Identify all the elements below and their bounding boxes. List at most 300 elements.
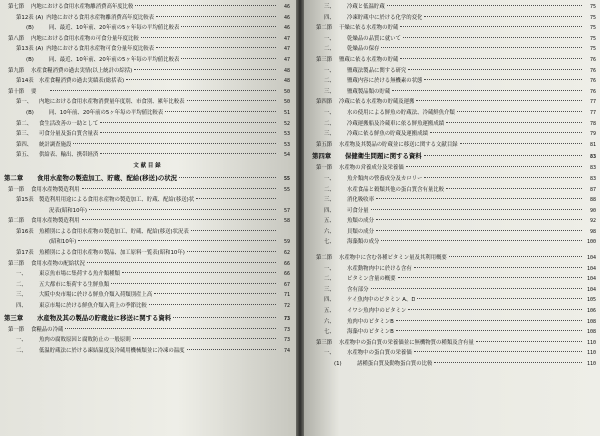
toc-page-number: 47 — [283, 35, 290, 42]
right-toc-list — [312, 2, 596, 370]
toc-entry-title: 水の使用による鮮魚の貯蔵法、冷蔵鮮魚介類 — [347, 109, 455, 116]
toc-entry — [312, 140, 596, 151]
toc-dot-leader — [187, 349, 276, 350]
toc-entry — [4, 227, 290, 238]
toc-entry — [312, 359, 596, 370]
toc-entry — [312, 216, 596, 227]
toc-page-number: 92 — [589, 218, 596, 225]
toc-entry — [4, 2, 290, 13]
toc-page-number: 77 — [589, 109, 596, 116]
toc-entry-label: 四、 — [16, 303, 27, 310]
toc-dot-leader — [398, 277, 582, 278]
toc-page-number: 108 — [586, 318, 596, 325]
toc-entry-label: 一、 — [324, 109, 335, 116]
toc-page-number: 110 — [586, 350, 596, 357]
toc-entry — [4, 97, 290, 108]
toc-page-number: 46 — [283, 14, 290, 21]
toc-page-number: 72 — [283, 303, 290, 310]
toc-chapter-title: 水産物及其の製品の貯蔵並に移送に関する資料 — [37, 313, 172, 322]
toc-page-number: 54 — [283, 152, 290, 159]
toc-dot-leader — [460, 143, 582, 144]
toc-entry-label: 二、 — [324, 46, 335, 53]
toc-page-number: 83 — [589, 175, 596, 182]
toc-entry-label: 二、 — [324, 78, 335, 85]
toc-entry-label: 一、 — [16, 271, 27, 278]
toc-dot-leader — [111, 283, 276, 284]
toc-entry-label: 一、 — [324, 265, 335, 272]
left-toc-list — [4, 2, 290, 356]
toc-page-number: 66 — [283, 260, 290, 267]
toc-entry-title: 内地における食用水産物可食分量年度比較表 — [46, 46, 155, 53]
toc-page-number: 50 — [283, 88, 290, 95]
toc-entry-label: 第15表 — [16, 197, 34, 204]
toc-entry-title: 内地における食用水産物離消費高年度比較表 — [46, 14, 155, 21]
toc-entry-label: 第二節 — [316, 255, 333, 262]
toc-entry-label: 第三節 — [316, 339, 333, 346]
toc-entry — [4, 129, 290, 140]
toc-chapter-entry — [4, 312, 290, 325]
toc-entry-title: 貝類の成分 — [347, 228, 374, 235]
toc-page-number: 83 — [589, 165, 596, 172]
toc-entry-title: (昭和10年) — [49, 239, 77, 246]
toc-dot-leader — [408, 309, 582, 310]
toc-dot-leader — [381, 240, 582, 241]
toc-dot-leader — [400, 58, 582, 59]
toc-entry-label: 三、 — [16, 292, 27, 299]
toc-entry-label: 一、 — [324, 67, 335, 74]
toc-dot-leader — [187, 100, 276, 101]
toc-entry — [312, 163, 596, 174]
toc-entry-title: 干燥に依る水産物の貯蔵 — [339, 25, 399, 32]
toc-dot-leader — [414, 267, 582, 268]
toc-page-number: 48 — [283, 78, 290, 85]
toc-entry-label: 一、 — [324, 175, 335, 182]
toc-entry — [312, 185, 596, 196]
toc-page-number: 83 — [589, 154, 596, 161]
toc-entry-label: 第五、 — [16, 152, 33, 159]
toc-entry-label: 第九節 — [8, 67, 25, 74]
toc-page-number: 110 — [586, 339, 596, 346]
toc-entry-title: 要 — [31, 88, 49, 95]
toc-entry — [4, 87, 290, 98]
toc-entry-title: 同、最近、10年前、20年前の5ヶ年毎の平均値比較表 — [49, 25, 180, 32]
toc-heading-text: 文 献 目 録 — [133, 162, 161, 169]
toc-dot-leader — [181, 58, 276, 59]
toc-dot-leader — [82, 219, 276, 220]
toc-dot-leader — [446, 188, 582, 189]
toc-page-number: 59 — [283, 239, 290, 246]
toc-page-number: 79 — [589, 131, 596, 138]
right-page — [304, 0, 600, 436]
toc-page-number: 87 — [589, 186, 596, 193]
toc-page-number: 58 — [283, 218, 290, 225]
book-gutter — [296, 0, 304, 436]
toc-page-number: 73 — [283, 337, 290, 344]
toc-page-number: 46 — [283, 4, 290, 10]
toc-entry — [312, 264, 596, 275]
toc-page-number: 76 — [589, 78, 596, 85]
toc-entry-label: 三、 — [324, 131, 335, 138]
toc-entry — [312, 338, 596, 349]
toc-entry-title: 冷凍貯蔵中に於ける化学的変化 — [347, 14, 423, 21]
toc-page-number: 55 — [283, 175, 290, 182]
toc-chapter-entry — [312, 150, 596, 163]
toc-dot-leader — [406, 166, 582, 167]
toc-entry-title: 内地における食用水産物の可食分量年度比較 — [31, 35, 139, 42]
toc-entry — [312, 306, 596, 317]
toc-page-number: 76 — [589, 56, 596, 63]
toc-entry-title: 水産物中の蛋白質の栄養価 — [347, 350, 412, 357]
toc-dot-leader — [396, 330, 582, 331]
toc-entry-title: 冷蔵運搬船及冷蔵車に依る鮮魚運搬成績 — [347, 120, 445, 127]
toc-entry-label: 二、 — [324, 276, 335, 283]
toc-entry-label: 四、 — [324, 297, 335, 304]
toc-dot-leader — [408, 69, 582, 70]
toc-entry — [312, 174, 596, 185]
toc-page-number: 78 — [589, 120, 596, 127]
toc-entry — [4, 55, 290, 66]
toc-entry — [312, 327, 596, 338]
toc-entry-title: 水産動物肉中に於ける含有 — [347, 265, 412, 272]
toc-entry-label: 三、 — [324, 88, 335, 95]
toc-page-number: 104 — [586, 286, 596, 293]
toc-entry-title: 可食分量 — [347, 207, 369, 214]
toc-page-number: 66 — [283, 271, 290, 278]
toc-entry — [4, 34, 290, 45]
toc-dot-leader — [156, 47, 276, 48]
toc-entry-title: 鹽蔵に依る水産物の貯蔵 — [339, 56, 399, 63]
toc-dot-leader — [149, 304, 276, 305]
toc-entry-label: 第二節 — [316, 25, 333, 32]
toc-entry — [4, 150, 290, 161]
toc-page-number: 88 — [589, 197, 596, 204]
toc-dot-leader — [134, 69, 276, 70]
toc-dot-leader — [87, 262, 276, 263]
toc-entry-label: 二、 — [16, 281, 27, 288]
toc-entry-label: 第二節 — [8, 218, 25, 225]
toc-entry-label: 三、 — [324, 197, 335, 204]
toc-entry — [312, 55, 596, 66]
toc-entry-label: (B) — [26, 56, 34, 63]
toc-entry-title: 東京魚市場に集荷する魚介類種類 — [39, 271, 120, 278]
toc-dot-leader — [73, 143, 276, 144]
toc-entry-label: 第14表 — [16, 78, 34, 85]
toc-dot-leader — [165, 111, 276, 112]
toc-dot-leader — [187, 251, 276, 252]
toc-entry-label: 第三、 — [16, 131, 33, 138]
toc-page-number: 71 — [283, 292, 290, 299]
toc-entry-title: ケイ魚肉中のビタミン A、D — [347, 297, 416, 304]
toc-entry — [4, 206, 290, 217]
toc-dot-leader — [89, 209, 276, 210]
toc-dot-leader — [181, 26, 276, 27]
toc-page-number: 47 — [283, 46, 290, 53]
toc-entry — [312, 108, 596, 119]
toc-dot-leader — [78, 240, 276, 241]
toc-dot-leader — [122, 272, 276, 273]
toc-dot-leader — [156, 16, 276, 17]
toc-entry-label: 二、 — [324, 120, 335, 127]
toc-entry-title: 乾燥品の保存 — [347, 46, 380, 53]
toc-dot-leader — [100, 132, 276, 133]
toc-entry-title: ビタミン含量の概要 — [347, 276, 396, 283]
toc-entry — [4, 237, 290, 248]
toc-page-number: 108 — [586, 329, 596, 336]
toc-chapter-title: 食用水産物の製造加工、貯蔵、配給(移送)の状況 — [37, 173, 178, 182]
toc-entry — [312, 274, 596, 285]
toc-entry — [4, 119, 290, 130]
toc-page-number: 51 — [283, 109, 290, 116]
toc-entry — [312, 76, 596, 87]
toc-entry — [312, 195, 596, 206]
toc-entry-label: 五、 — [324, 308, 335, 315]
toc-dot-leader — [387, 5, 582, 6]
toc-entry-title: 東京市場に於ける鮮魚介類入荷上の季節比較 — [39, 303, 147, 310]
toc-page-number: 47 — [283, 56, 290, 63]
toc-entry — [312, 237, 596, 248]
toc-entry-title: 諸種蛋白質及動物蛋白質の比較 — [357, 361, 433, 367]
toc-entry-label: 五、 — [324, 218, 335, 225]
toc-dot-leader — [65, 328, 276, 329]
toc-entry — [312, 44, 596, 55]
toc-entry-title: 況表(昭和10年) — [49, 207, 88, 214]
toc-entry-label: 第十節 — [8, 88, 25, 95]
toc-entry-title: 可食分量及蛋白質含量表 — [39, 131, 99, 138]
toc-chapter-title: 保健衛生問題に関する資料 — [345, 152, 422, 161]
left-page — [0, 0, 296, 436]
toc-page-number: 106 — [586, 308, 596, 315]
toc-entry — [312, 34, 596, 45]
toc-entry-label: 第八節 — [8, 35, 25, 42]
toc-entry-title: 魚類の成分 — [347, 218, 374, 225]
toc-entry-label: 一、 — [16, 337, 27, 344]
toc-entry-title: 海藻類の成分 — [347, 239, 380, 246]
toc-dot-leader — [414, 351, 582, 352]
toc-entry-label: 二、 — [16, 347, 27, 354]
toc-entry-title: イワシ魚肉中のビタミン — [347, 308, 407, 315]
toc-entry-title: 鹽蔵製品類の貯蔵 — [347, 88, 391, 95]
toc-entry — [312, 295, 596, 306]
toc-dot-leader — [424, 79, 582, 80]
toc-entry — [312, 129, 596, 140]
toc-dot-leader — [430, 132, 582, 133]
toc-entry — [312, 253, 596, 264]
toc-entry — [4, 280, 290, 291]
toc-entry-label: 四、 — [324, 14, 335, 21]
toc-entry-title: 食用水産物の配給状況 — [31, 260, 85, 267]
toc-dot-leader — [376, 198, 582, 199]
toc-entry — [4, 23, 290, 34]
toc-section-heading — [4, 161, 290, 172]
toc-dot-leader — [100, 153, 276, 154]
toc-entry-title: 消化吸收率 — [347, 197, 374, 204]
toc-entry-label: 第三節 — [316, 56, 333, 63]
toc-entry-title: 水産食糧消費の過去実績表(総括表) — [39, 78, 125, 85]
toc-entry-label: 第16表 — [16, 228, 34, 235]
toc-entry-title: 五大都市に集荷する生鮮魚類 — [39, 281, 110, 288]
toc-dot-leader — [100, 122, 276, 123]
toc-page-number: 77 — [589, 99, 596, 106]
toc-dot-leader — [133, 338, 276, 339]
toc-entry — [4, 216, 290, 227]
toc-entry-label: 六、 — [324, 318, 335, 325]
toc-entry-title: 冷蔵と低温貯蔵 — [347, 4, 385, 10]
toc-entry-title: 食糧品の冷蔵 — [31, 326, 64, 333]
toc-page-number: 74 — [283, 347, 290, 354]
toc-entry-label: 第五節 — [316, 141, 333, 148]
toc-dot-leader — [424, 177, 582, 178]
toc-dot-leader — [179, 177, 276, 178]
toc-dot-leader — [424, 16, 582, 17]
toc-entry-label: 一、 — [324, 350, 335, 357]
toc-entry-label: 三、 — [324, 286, 335, 293]
toc-entry — [312, 97, 596, 108]
toc-page-number: 48 — [283, 67, 290, 74]
toc-entry-label: 七、 — [324, 239, 335, 246]
toc-entry — [312, 13, 596, 24]
toc-page-number: 57 — [283, 207, 290, 214]
toc-entry-label: 第四節 — [316, 99, 333, 106]
toc-page-number: 52 — [283, 120, 290, 127]
toc-entry-label: (B) — [26, 109, 34, 116]
toc-entry-label: 第13表 (A) — [16, 46, 44, 53]
toc-entry — [4, 290, 290, 301]
toc-page-number: 76 — [589, 88, 596, 95]
toc-entry — [312, 119, 596, 130]
toc-entry — [312, 87, 596, 98]
toc-entry-title: 内地における食用水産物離消費高年度比較 — [31, 4, 134, 10]
toc-dot-leader — [416, 100, 582, 101]
toc-entry — [4, 335, 290, 346]
toc-entry-title: 魚肉中のビタミンB — [347, 318, 394, 325]
toc-page-number: 100 — [586, 239, 596, 246]
toc-entry-label: (1) — [334, 361, 342, 367]
toc-dot-leader — [424, 155, 582, 156]
toc-entry-label: 第17表 — [16, 250, 34, 257]
toc-page-number: 104 — [586, 276, 596, 283]
toc-entry-title: 冷蔵に依る水産物の貯蔵及運搬 — [339, 99, 415, 106]
toc-entry-title: 鹽蔵内容に於ける無機素の状態 — [347, 78, 423, 85]
toc-page-number: 75 — [589, 4, 596, 10]
toc-entry-title: 水産物中の蛋白質の栄養価並に無機物質の種類及含有量 — [339, 339, 474, 346]
toc-dot-leader — [417, 298, 582, 299]
toc-entry-label: 第一節 — [8, 326, 25, 333]
toc-entry — [4, 195, 290, 206]
toc-dot-leader — [135, 5, 276, 6]
toc-entry-title: 低温貯蔵法に於ける凍結温度及冷蔵用機械類並に冷凍の温度 — [39, 347, 185, 354]
toc-entry — [4, 66, 290, 77]
toc-entry — [312, 285, 596, 296]
toc-entry-title: 供給表、輸出、携帯経済 — [39, 152, 99, 159]
toc-entry — [4, 301, 290, 312]
toc-entry — [4, 76, 290, 87]
toc-page-number: 90 — [589, 207, 596, 214]
toc-entry-label: 第一節 — [316, 165, 333, 172]
toc-chapter-entry — [4, 172, 290, 185]
toc-page-number: 75 — [589, 35, 596, 42]
toc-page-number: 98 — [589, 228, 596, 235]
toc-entry-title: 水産食品と穀類其他の蛋白質含有量比較 — [347, 186, 445, 193]
toc-dot-leader — [50, 90, 276, 91]
toc-dot-leader — [371, 288, 582, 289]
toc-entry — [4, 248, 290, 259]
toc-entry-label: 第一、 — [16, 99, 33, 106]
toc-entry-label: 第二、 — [16, 120, 33, 127]
toc-page-number: 53 — [283, 141, 290, 148]
toc-dot-leader — [449, 256, 582, 257]
toc-entry-title: 同、最近、10年前、20年前の5ヶ年毎の平均値比較表 — [49, 56, 180, 63]
toc-entry — [4, 259, 290, 270]
toc-page-number: 55 — [283, 186, 290, 193]
toc-entry-title: 乾燥品の品質に就いて — [347, 35, 401, 42]
toc-entry-title: 魚肉の腐敗原因と腐敗防止の一般原則 — [39, 337, 131, 344]
toc-page-number: 73 — [283, 315, 290, 322]
toc-entry-label: 七、 — [324, 329, 335, 336]
toc-entry — [4, 44, 290, 55]
toc-entry-title: 製造利用用途による食用水産物の製造加工、貯蔵、配給(移送)状 — [39, 197, 195, 204]
toc-entry-label: 第一節 — [8, 186, 25, 193]
toc-page-number: 46 — [283, 25, 290, 32]
toc-entry-label: 第12表 (A) — [16, 14, 44, 21]
toc-entry — [312, 206, 596, 217]
toc-entry-title: 水産物の営養成分及栄養価 — [339, 165, 404, 172]
toc-entry-label: 六、 — [324, 228, 335, 235]
toc-entry-title: 水産食糧消費の過去実情(以上統計の綜括) — [31, 67, 133, 74]
toc-entry-title: 統計調査施設 — [39, 141, 72, 148]
toc-page-number: 75 — [589, 46, 596, 53]
toc-chapter-label: 第四章 — [312, 152, 332, 161]
toc-page-number: 50 — [283, 99, 290, 106]
toc-dot-leader — [403, 37, 582, 38]
toc-page-number: 62 — [283, 250, 290, 257]
toc-dot-leader — [196, 198, 276, 199]
toc-entry — [4, 108, 290, 119]
toc-dot-leader — [400, 26, 582, 27]
toc-entry-title: 海藻中のビタミンB — [347, 329, 394, 336]
toc-dot-leader — [446, 122, 582, 123]
toc-entry-title: 魚介類肉の營養成分及カロリー — [347, 175, 423, 182]
toc-dot-leader — [376, 230, 582, 231]
toc-page-number: 104 — [586, 265, 596, 272]
toc-entry-title: 食用水産物製造利用 — [31, 218, 80, 225]
toc-entry-title: 魚種別による食用水産物の製造加工、貯蔵、配給(移送)状況表 — [39, 228, 189, 235]
toc-entry-title: 水産物中に含む各種ビタミン量及其利用概要 — [339, 255, 447, 262]
toc-dot-leader — [392, 90, 582, 91]
toc-entry — [312, 23, 596, 34]
toc-entry-title: 魚種別による食用水産物の製品、加工原料一覧表(昭和10年) — [39, 250, 185, 257]
toc-entry — [312, 227, 596, 238]
toc-dot-leader — [141, 37, 276, 38]
toc-entry-label: 三、 — [324, 4, 335, 10]
toc-dot-leader — [396, 320, 582, 321]
toc-entry-label: 第四、 — [16, 141, 33, 148]
toc-dot-leader — [376, 219, 582, 220]
toc-dot-leader — [82, 188, 276, 189]
toc-entry-title: 冷蔵に依る鮮魚の貯蔵及運搬成績 — [347, 131, 428, 138]
toc-page-number: 75 — [589, 25, 596, 32]
toc-entry-label: 一、 — [324, 35, 335, 42]
toc-entry — [312, 2, 596, 13]
toc-entry-title: 鹽蔵法製品に関する研究 — [347, 67, 407, 74]
toc-entry-label: 第三節 — [8, 260, 25, 267]
toc-entry — [4, 325, 290, 336]
toc-page-number: 53 — [283, 131, 290, 138]
toc-dot-leader — [154, 293, 276, 294]
toc-page-number: 81 — [589, 141, 596, 148]
toc-entry — [312, 348, 596, 359]
toc-dot-leader — [173, 317, 276, 318]
toc-chapter-label: 第二章 — [4, 173, 24, 182]
